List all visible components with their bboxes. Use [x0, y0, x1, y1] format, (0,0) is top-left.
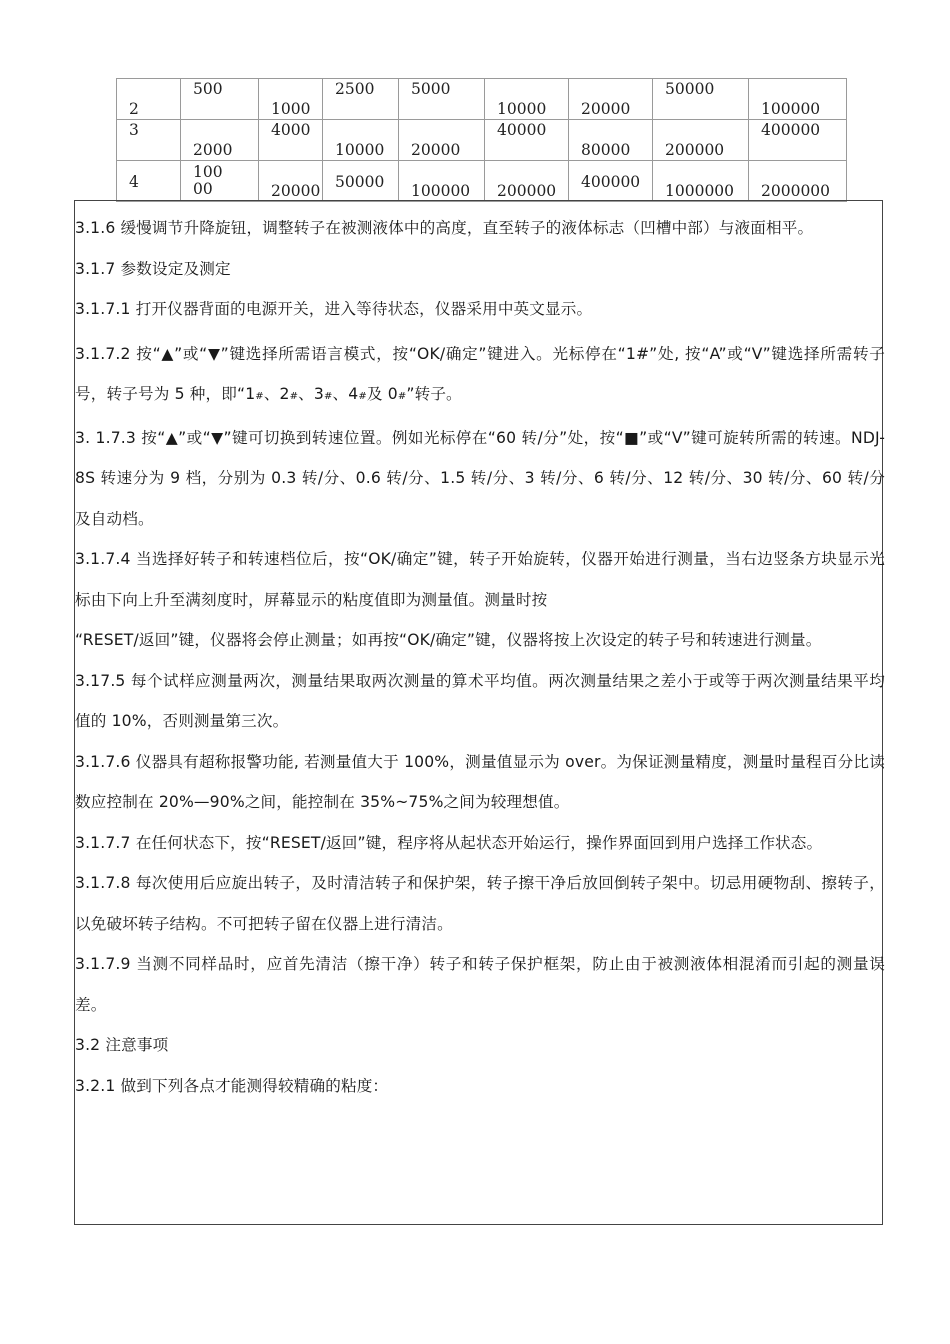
- paragraph-3-1-7-3: 3. 1.7.3 按“▲”或“▼”键可切换到转速位置。例如光标停在“60 转/分”处，按“■”或“V”键可旋转所需的转速。NDJ-8S 转速分为 9 档，分别为 0.3 转/分、0.6 转/分、1.5 转/分、3 转/分、6 转/分、12 转/分、30 转/分、60 转/分及自动档。: [75, 428, 885, 528]
- table-cell: 400000: [749, 120, 847, 161]
- paragraph-3-1-7-4: 3.1.7.4 当选择好转子和转速档位后，按“OK/确定”键，转子开始旋转，仪器开始进行测量，当右边竖条方块显示光标由下向上升至满刻度时，屏幕显示的粘度值即为测量值。测量时按: [75, 550, 885, 609]
- table-cell: 50000: [653, 79, 749, 120]
- paragraph-3-1-7: 3.1.7 参数设定及测定: [75, 259, 231, 278]
- table-cell: 50000: [323, 161, 399, 202]
- paragraph-3-1-7-8: 3.1.7.8 每次使用后应旋出转子，及时清洁转子和保护架，转子擦干净后放回倒转子架中。切忌用硬物刮、擦转子，以免破坏转子结构。不可把转子留在仪器上进行清洁。: [75, 874, 885, 933]
- paragraph-3-1-7-9: 3.1.7.9 当测不同样品时，应首先清洁（擦干净）转子和转子保护框架，防止由于被测液体相混淆而引起的测量误差。: [75, 955, 885, 1014]
- table-cell: 200000: [485, 161, 569, 202]
- table-cell: 100000: [399, 161, 485, 202]
- table-cell: 20000: [259, 161, 323, 202]
- table-cell: 2500: [323, 79, 399, 120]
- paragraph-3-1-7-4-cont: “RESET/返回”键，仪器将会停止测量；如再按“OK/确定”键，仪器将按上次设定的转子号和转速进行测量。: [75, 631, 822, 649]
- table-row: [117, 120, 847, 161]
- paragraph-3-1-7-6: 3.1.7.6 仪器具有超称报警功能, 若测量值大于 100%，测量值显示为 over。为保证测量精度，测量时量程百分比读数应控制在 20%—90%之间，能控制在 35%~75%之间为较理想值。: [75, 752, 885, 811]
- table-cell: 1000: [259, 79, 323, 120]
- table-row: [117, 79, 847, 120]
- table-cell: 2000000: [749, 161, 847, 202]
- paragraph-3-1-7-2: 3.1.7.2 按“▲”或“▼”键选择所需语言模式，按“OK/确定”键进入。光标停在“1#”处, 按“A”或“V”键选择所需转子号，转子号为 5 种，即“1#、2#、3#、4#及 0#”转子。: [75, 344, 885, 403]
- table-cell: 2000: [181, 120, 259, 161]
- table-cell: 1000000: [653, 161, 749, 202]
- paragraph-3-1-7-7: 3.1.7.7 在任何状态下，按“RESET/返回”键，程序将从起状态开始运行，操作界面回到用户选择工作状态。: [75, 833, 823, 852]
- procedure-text: [75, 208, 885, 1106]
- table-cell: 10000: [485, 79, 569, 120]
- paragraph-3-1-7-5: 3.17.5 每个试样应测量两次，测量结果取两次测量的算术平均值。两次测量结果之差小于或等于两次测量结果平均值的 10%，否则测量第三次。: [75, 671, 885, 730]
- table-cell: 400000: [569, 161, 653, 202]
- table-cell: 4000: [259, 120, 323, 161]
- heading-3-2: 3.2 注意事项: [75, 1036, 169, 1054]
- paragraph-3-1-7-1: 3.1.7.1 打开仪器背面的电源开关，进入等待状态，仪器采用中英文显示。: [75, 300, 593, 318]
- table-cell: 500: [181, 79, 259, 120]
- table-cell: 20000: [569, 79, 653, 120]
- table-cell-rotor: 2: [117, 79, 181, 120]
- table-cell: 100000: [749, 79, 847, 120]
- table-cell-rotor: 3: [117, 120, 181, 161]
- table-cell: 10000: [323, 120, 399, 161]
- table-cell: 20000: [399, 120, 485, 161]
- table-cell: 200000: [653, 120, 749, 161]
- table-cell: 5000: [399, 79, 485, 120]
- table-cell-rotor: 4: [117, 161, 181, 202]
- table-row: [117, 161, 847, 202]
- viscosity-range-table: [116, 78, 847, 202]
- table-cell: 80000: [569, 120, 653, 161]
- table-cell: 10000: [181, 161, 259, 202]
- paragraph-3-2-1: 3.2.1 做到下列各点才能测得较精确的粘度：: [75, 1076, 389, 1095]
- paragraph-3-1-6: 3.1.6 缓慢调节升降旋钮，调整转子在被测液体中的高度，直至转子的液体标志（凹槽中部）与液面相平。: [75, 219, 814, 237]
- table-cell: 40000: [485, 120, 569, 161]
